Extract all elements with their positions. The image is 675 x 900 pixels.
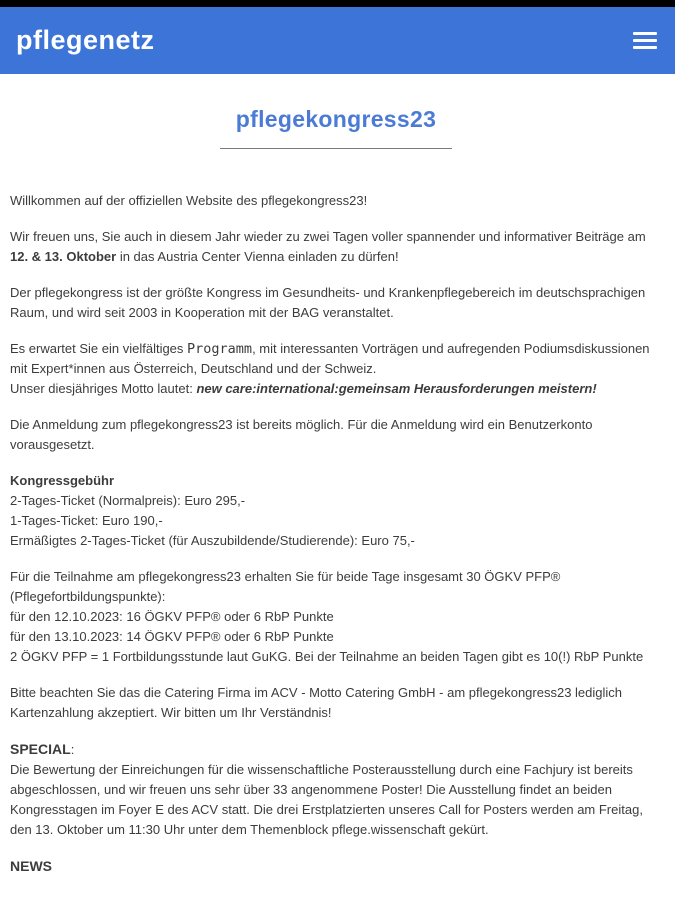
fees-section	[10, 471, 662, 551]
hamburger-icon	[633, 32, 657, 35]
motto-text: new care:international:gemeinsam Herausforderungen meistern!	[196, 381, 597, 396]
main-content	[0, 106, 675, 877]
invite-post: in das Austria Center Vienna einladen zu dürfen!	[116, 249, 399, 264]
invite-pre: Wir freuen uns, Sie auch in diesem Jahr wieder zu zwei Tagen voller spannender und informativer Beiträge am	[10, 229, 646, 244]
points-note: 2 ÖGKV PFP = 1 Fortbildungsstunde laut GuKG. Bei der Teilnahme an beiden Tagen gibt es 10(!) RbP Punkte	[10, 649, 644, 664]
about-text	[10, 283, 662, 323]
site-header	[0, 7, 675, 74]
catering-note	[10, 683, 662, 723]
catering-line: Bitte beachten Sie das die Catering Firma im ACV - Motto Catering GmbH - am pflegekongress23 lediglich Kartenzahlung akzeptiert. Wir bitten um Ihr Verständnis!	[10, 685, 623, 720]
top-border	[0, 0, 675, 7]
about-line: Der pflegekongress ist der größte Kongress im Gesundheits- und Krankenpflegebereich im deutschsprachigen Raum, und wird seit 2003 in Kooperation mit der BAG veranstaltet.	[10, 285, 646, 320]
program-pre: Es erwartet Sie ein vielfältiges	[10, 341, 188, 356]
fee-item: 1-Tages-Ticket: Euro 190,-	[10, 513, 163, 528]
welcome-text	[10, 191, 662, 211]
news-heading: NEWS	[10, 858, 52, 874]
special-body: Die Bewertung der Einreichungen für die wissenschaftliche Posterausstellung durch eine Fachjury ist bereits abgeschlossen, und wir freuen uns sehr über 33 angenommene Poster! Die Ausstellung findet an beiden Kongresstagen im Foyer E des ACV statt. Die drei Erstplatzierten unseres Call for Posters werden am Freitag, den 13. Oktober um 11:30 Uhr unter dem Themenblock pflege.wissenschaft gekürt.	[10, 762, 643, 837]
fee-item: 2-Tages-Ticket (Normalpreis): Euro 295,-	[10, 493, 246, 508]
program-text	[10, 339, 662, 399]
fee-item: Ermäßigtes 2-Tages-Ticket (für Auszubildende/Studierende): Euro 75,-	[10, 533, 415, 548]
program-word: Programm	[187, 341, 253, 357]
fees-heading: Kongressgebühr	[10, 473, 115, 488]
registration-text	[10, 415, 662, 455]
invite-text	[10, 227, 662, 267]
points-section	[10, 567, 662, 667]
motto-label: Unser diesjähriges Motto lautet:	[10, 381, 197, 396]
points-day1: für den 12.10.2023: 16 ÖGKV PFP® oder 6 RbP Punkte	[10, 609, 334, 624]
hamburger-menu-button[interactable]	[631, 26, 659, 55]
special-section	[10, 739, 662, 840]
invite-dates: 12. & 13. Oktober	[10, 249, 117, 264]
hamburger-icon	[633, 46, 657, 49]
welcome-line: Willkommen auf der offiziellen Website des pflegekongress23!	[10, 193, 368, 208]
hamburger-icon	[633, 39, 657, 42]
registration-line: Die Anmeldung zum pflegekongress23 ist bereits möglich. Für die Anmeldung wird ein Benutzerkonto vorausgesetzt.	[10, 417, 593, 452]
special-colon: :	[70, 742, 75, 757]
brand-logo[interactable]: pflegenetz	[16, 25, 155, 55]
news-section	[10, 856, 662, 877]
program-post: , mit interessanten Vorträgen und aufregenden Podiumsdiskussionen mit Expert*innen aus Österreich, Deutschland und der Schweiz.	[10, 341, 650, 376]
special-heading: SPECIAL	[10, 741, 71, 757]
title-divider	[220, 148, 452, 149]
page-title: pflegekongress23	[235, 106, 437, 132]
points-intro: Für die Teilnahme am pflegekongress23 erhalten Sie für beide Tage insgesamt 30 ÖGKV PFP® (Pflegefortbildungspunkte):	[10, 569, 561, 604]
points-day2: für den 13.10.2023: 14 ÖGKV PFP® oder 6 RbP Punkte	[10, 629, 334, 644]
